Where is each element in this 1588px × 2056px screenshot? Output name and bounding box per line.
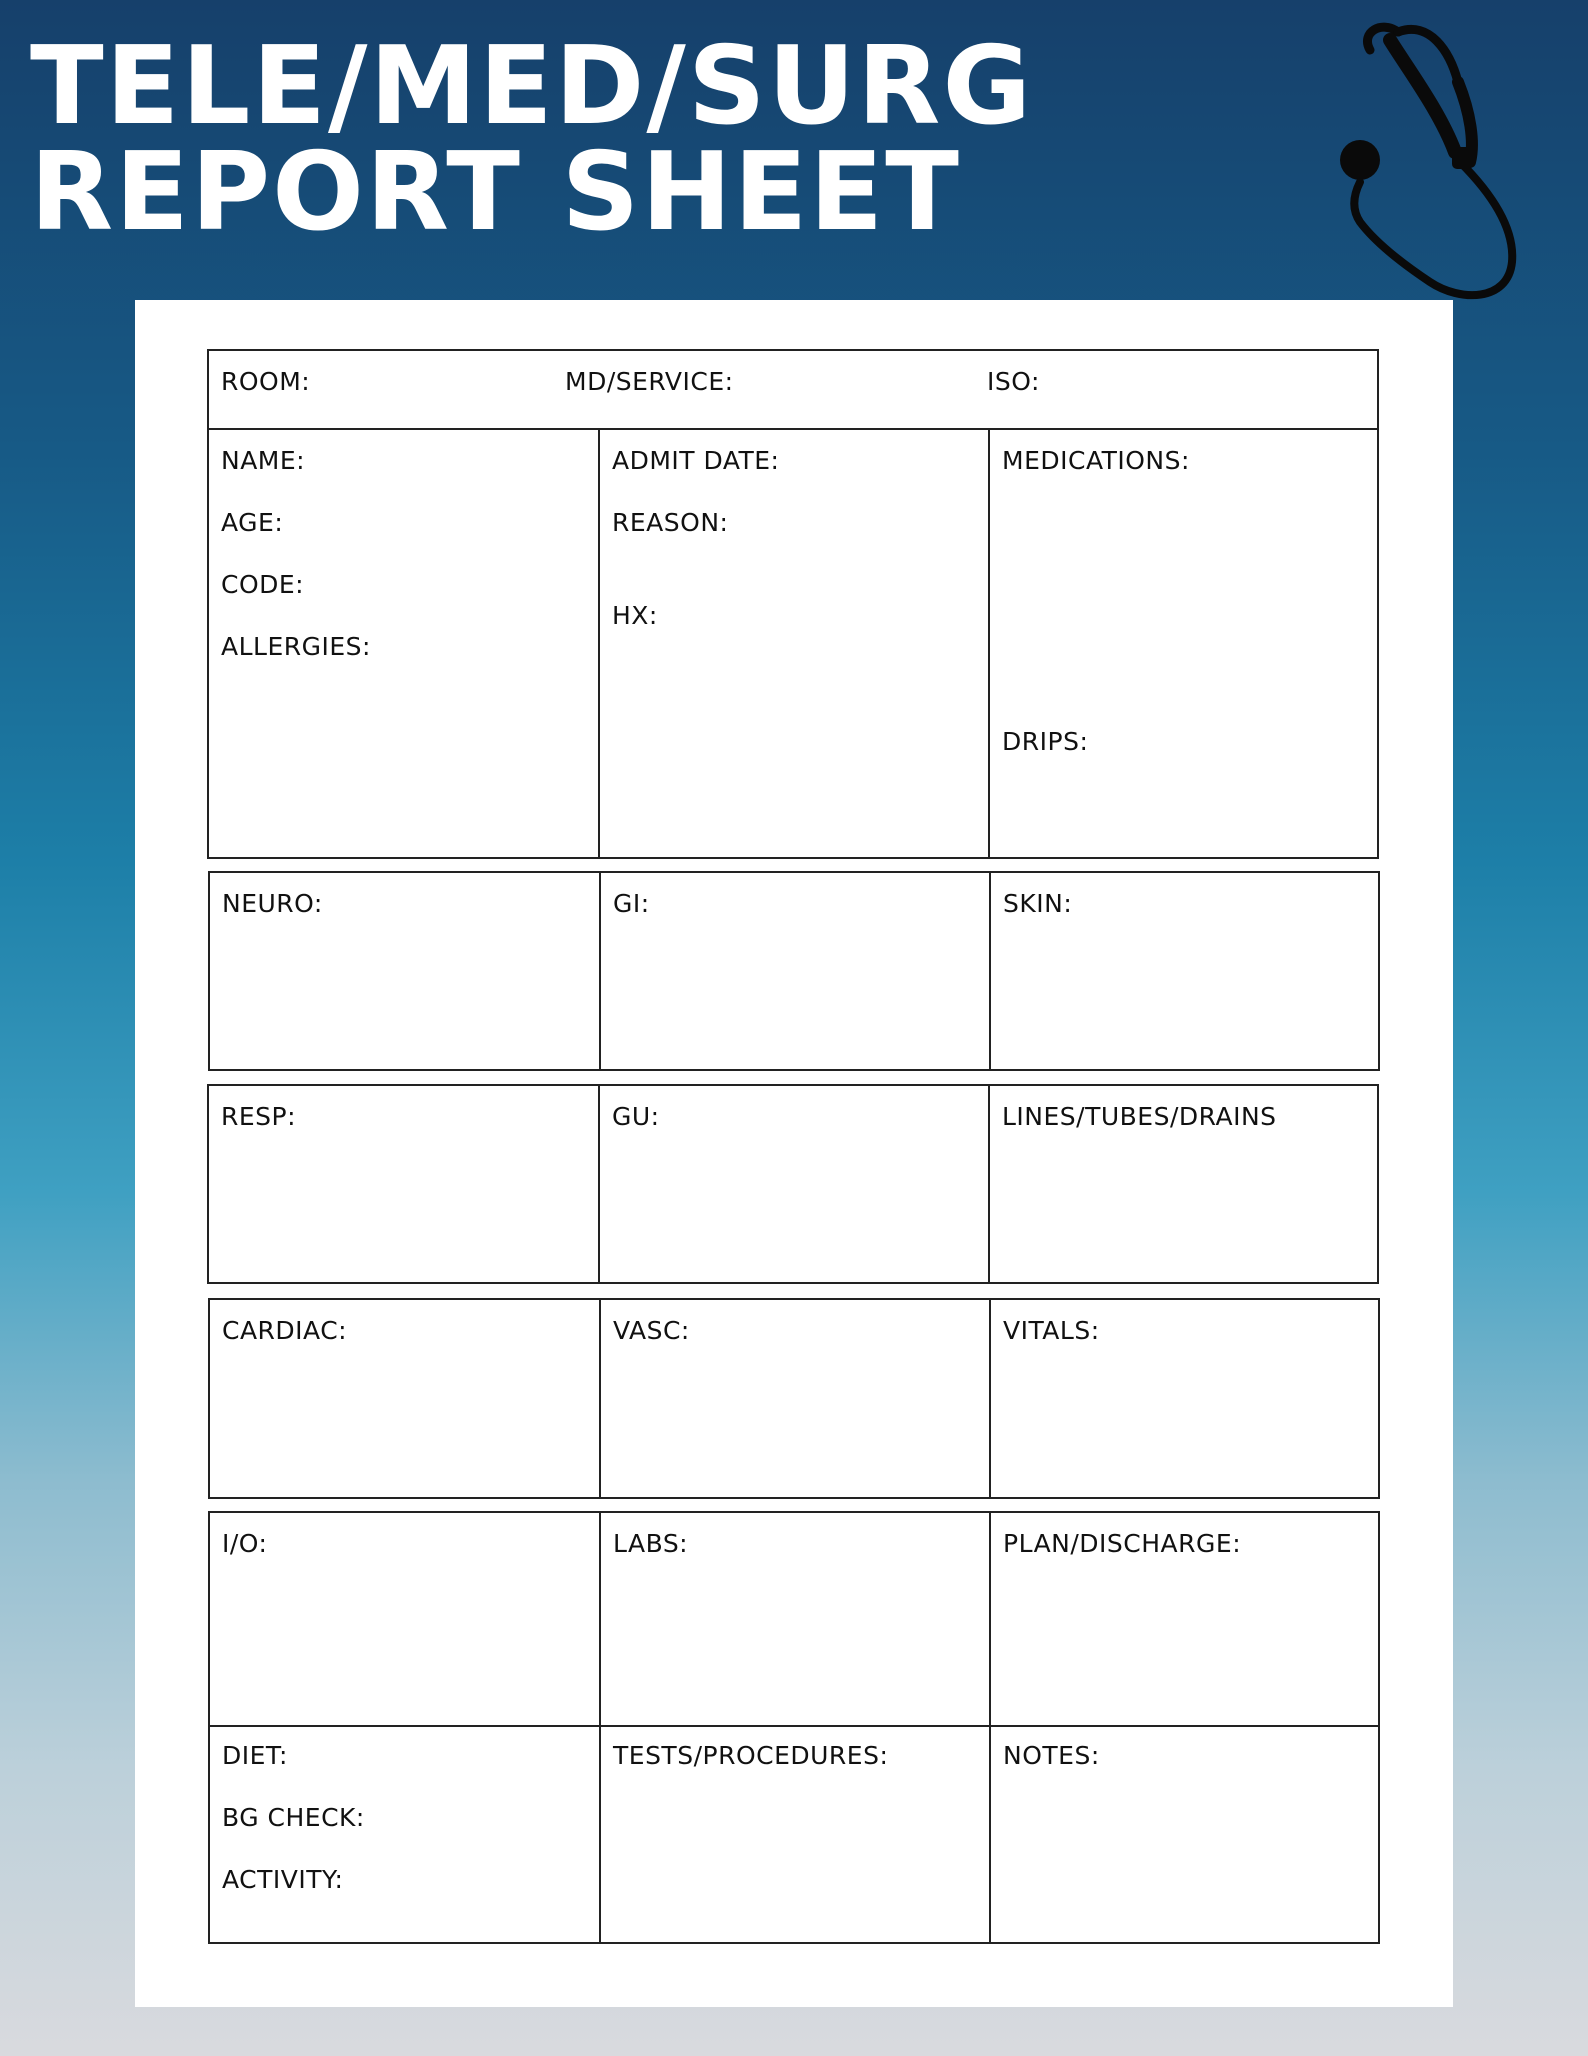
admit-date-field[interactable]: ADMIT DATE: <box>612 446 780 475</box>
title-line-1: TELE/MED/SURG <box>30 24 1034 149</box>
reason-field[interactable]: REASON: <box>612 508 729 537</box>
room-field[interactable]: ROOM: <box>221 367 311 396</box>
io-field[interactable]: I/O: <box>222 1529 268 1558</box>
divider <box>989 873 991 1069</box>
systems-row-2 <box>207 1084 1379 1284</box>
resp-field[interactable]: RESP: <box>221 1102 297 1131</box>
report-sheet-paper <box>135 300 1453 2007</box>
systems-row-4-5 <box>208 1511 1380 1944</box>
divider <box>599 873 601 1069</box>
systems-row-3 <box>208 1298 1380 1499</box>
tests-procedures-field[interactable]: TESTS/PROCEDURES: <box>613 1741 889 1770</box>
activity-field[interactable]: ACTIVITY: <box>222 1865 344 1894</box>
lines-tubes-drains-field[interactable]: LINES/TUBES/DRAINS <box>1002 1102 1277 1131</box>
systems-row-1 <box>208 871 1380 1071</box>
plan-discharge-field[interactable]: PLAN/DISCHARGE: <box>1003 1529 1242 1558</box>
md-service-field[interactable]: MD/SERVICE: <box>565 367 734 396</box>
name-field[interactable]: NAME: <box>221 446 306 475</box>
diet-field[interactable]: DIET: <box>222 1741 288 1770</box>
iso-field[interactable]: ISO: <box>987 367 1040 396</box>
divider <box>989 1513 991 1942</box>
vasc-field[interactable]: VASC: <box>613 1316 690 1345</box>
drips-field[interactable]: DRIPS: <box>1002 727 1089 756</box>
gi-field[interactable]: GI: <box>613 889 650 918</box>
bg-check-field[interactable]: BG CHECK: <box>222 1803 365 1832</box>
divider <box>599 1300 601 1497</box>
divider <box>598 1086 600 1282</box>
neuro-field[interactable]: NEURO: <box>222 889 323 918</box>
cardiac-field[interactable]: CARDIAC: <box>222 1316 348 1345</box>
divider <box>989 1300 991 1497</box>
divider <box>988 1086 990 1282</box>
divider <box>988 430 990 857</box>
divider <box>598 430 600 857</box>
header-row-box <box>207 349 1379 430</box>
gu-field[interactable]: GU: <box>612 1102 660 1131</box>
labs-field[interactable]: LABS: <box>613 1529 689 1558</box>
hx-field[interactable]: HX: <box>612 601 658 630</box>
age-field[interactable]: AGE: <box>221 508 284 537</box>
skin-field[interactable]: SKIN: <box>1003 889 1073 918</box>
code-field[interactable]: CODE: <box>221 570 305 599</box>
page-title <box>30 24 1034 255</box>
stethoscope-icon <box>1330 12 1550 302</box>
divider <box>210 1725 1378 1727</box>
patient-info-box <box>207 428 1379 859</box>
allergies-field[interactable]: ALLERGIES: <box>221 632 371 661</box>
notes-field[interactable]: NOTES: <box>1003 1741 1100 1770</box>
vitals-field[interactable]: VITALS: <box>1003 1316 1100 1345</box>
divider <box>599 1513 601 1942</box>
medications-field[interactable]: MEDICATIONS: <box>1002 446 1190 475</box>
title-line-2: REPORT SHEET <box>30 130 961 255</box>
